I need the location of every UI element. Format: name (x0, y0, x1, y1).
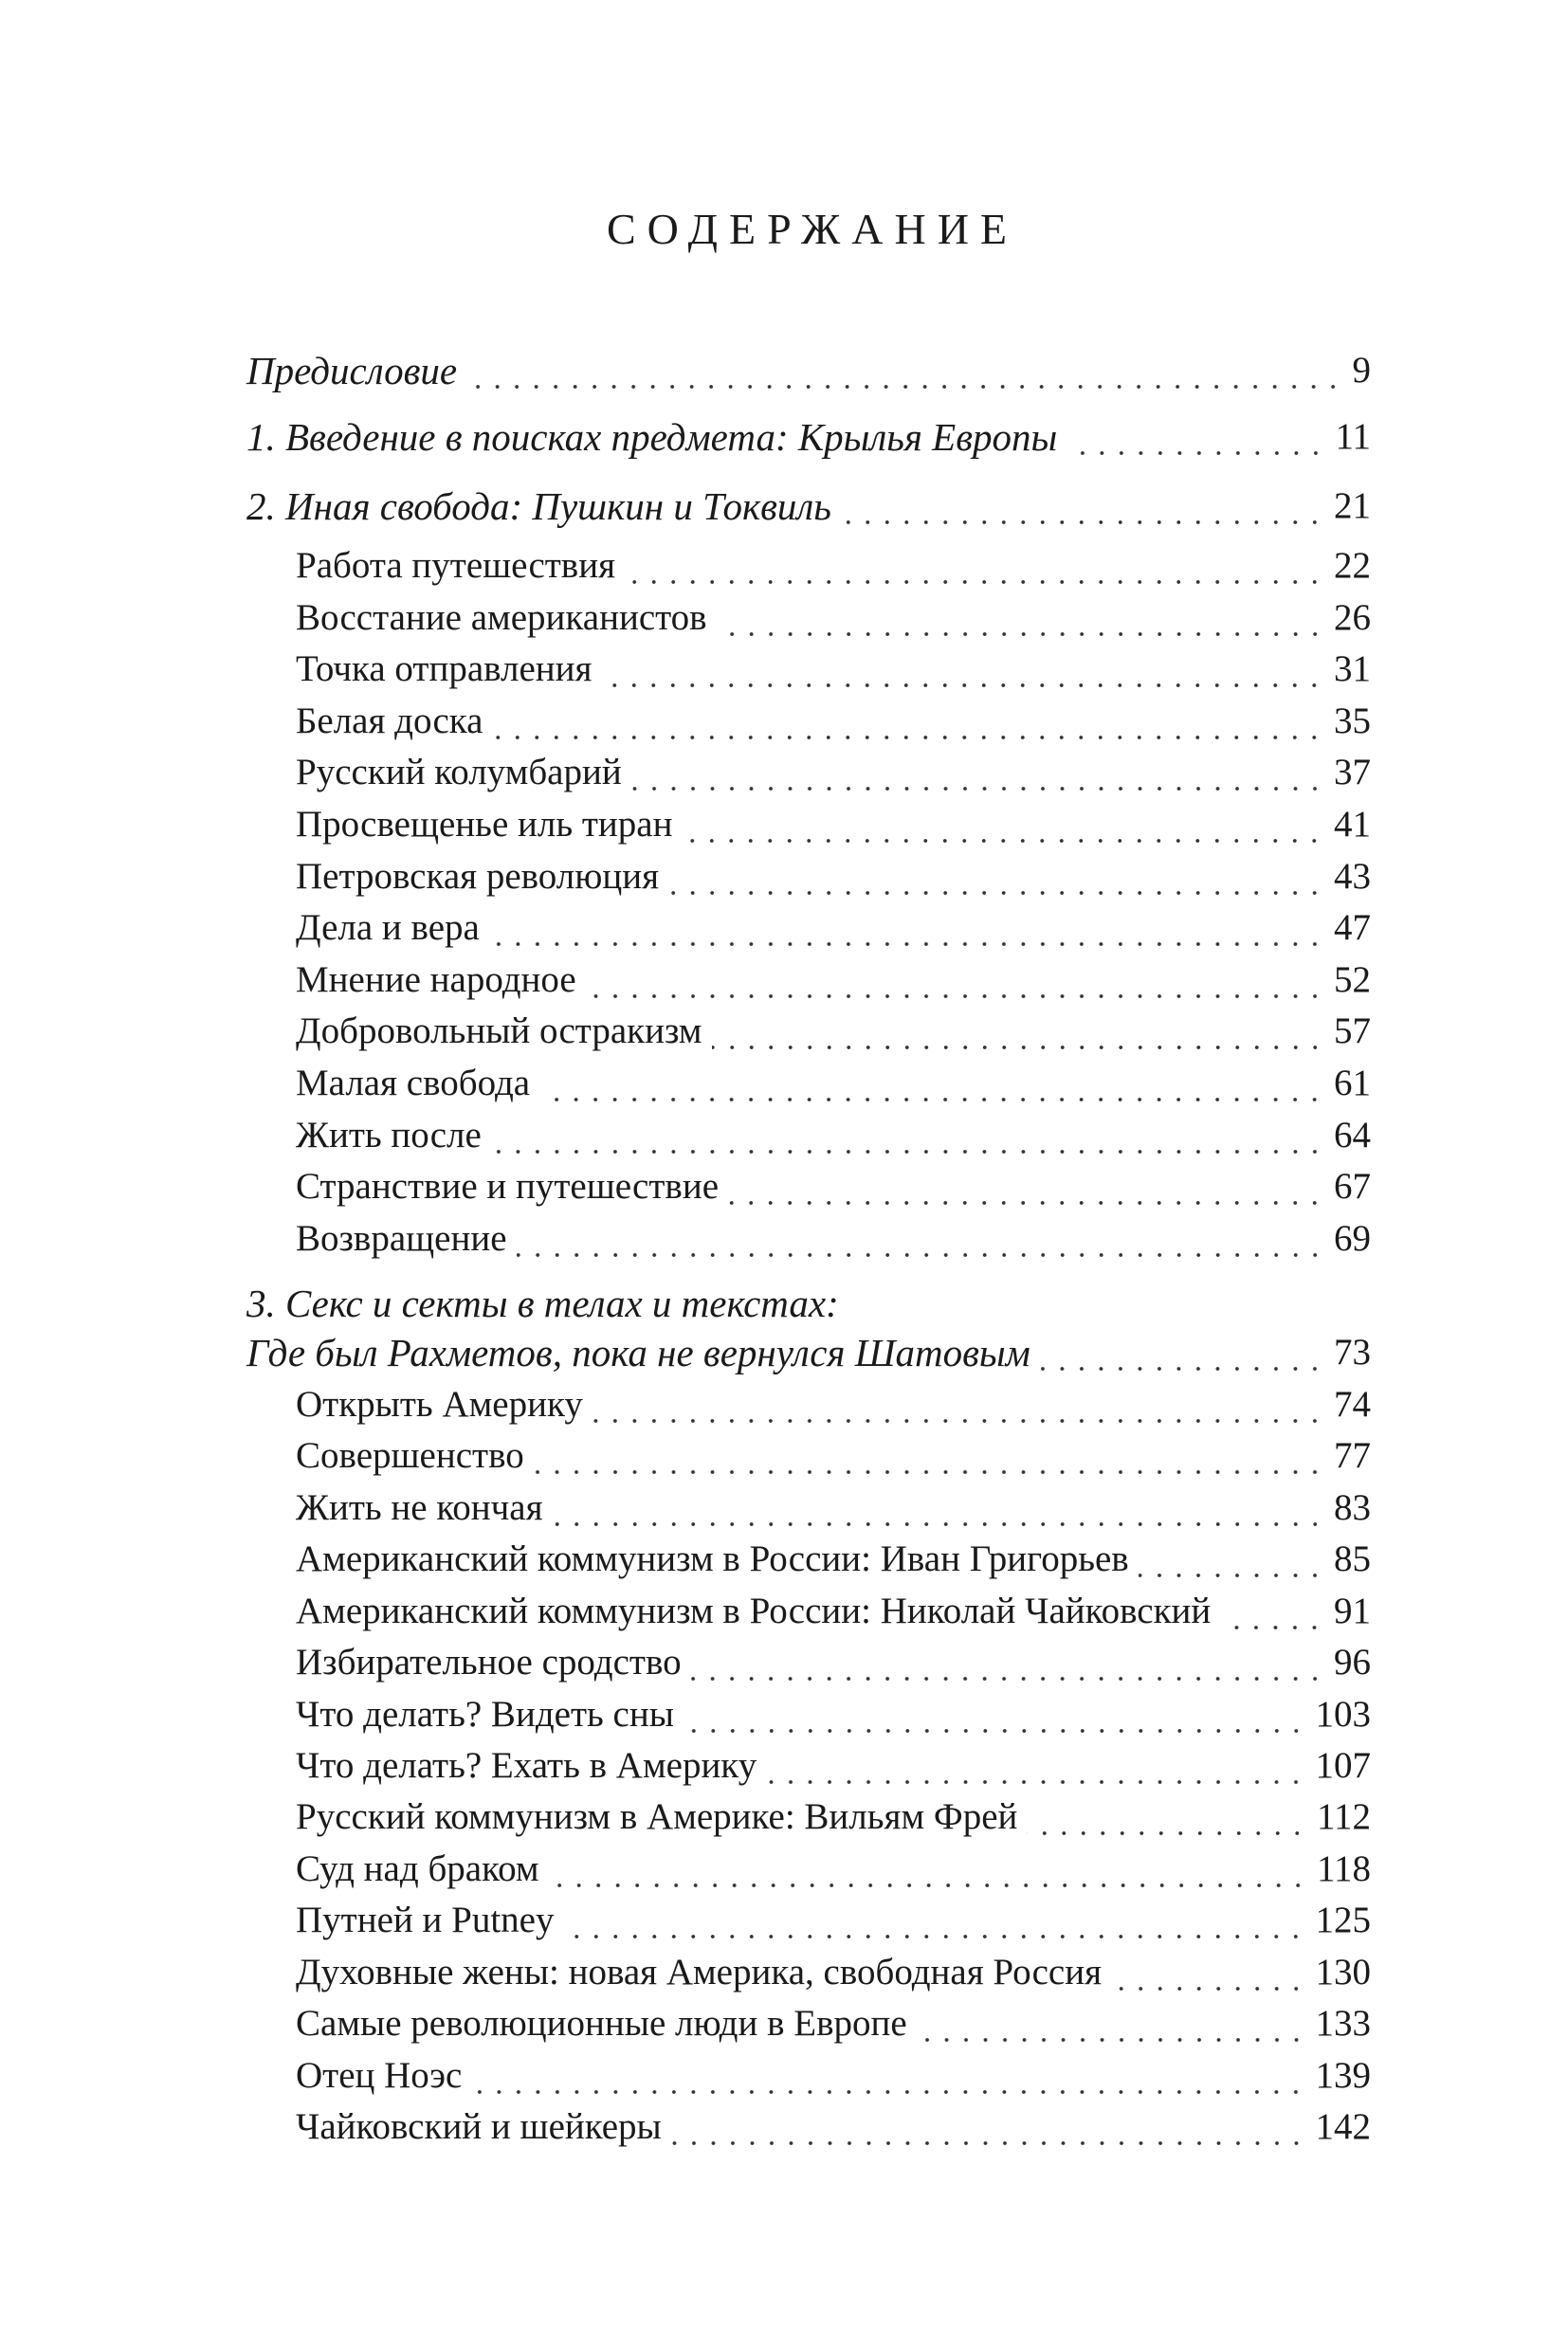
entry-title: Избирательное сродство (296, 1642, 682, 1683)
entry-title: Дела и вера (296, 907, 480, 949)
entry-page-number: 112 (1316, 1796, 1371, 1838)
entry-page-number: 83 (1334, 1486, 1371, 1528)
entry-title: Жить после (296, 1114, 482, 1155)
entry-title: Добровольный остракизм (296, 1010, 702, 1052)
entry-title: Мнение народное (296, 958, 576, 1000)
toc-section-entry[interactable] (296, 1057, 1371, 1110)
entry-title: Возвращение (296, 1217, 507, 1259)
entry-title: Духовные жены: новая Америка, свободная Россия (296, 1951, 1103, 1992)
entry-page-number: 130 (1315, 1951, 1371, 1992)
leader-dots (586, 954, 1324, 1007)
entry-title: Русский колумбарий (296, 752, 622, 793)
entry-title: Самые революционные люди в Европе (296, 2003, 907, 2045)
entry-page-number: 9 (1352, 350, 1371, 391)
toc-section-entry[interactable] (296, 2101, 1371, 2154)
toc-section-entry[interactable] (296, 1894, 1371, 1947)
leader-dots (1139, 1533, 1324, 1586)
entry-title: Жить не кончая (296, 1486, 543, 1528)
toc-section-entry[interactable] (296, 539, 1371, 592)
entry-title: Странствие и путешествие (296, 1166, 720, 1208)
entry-title: Петровская революция (296, 855, 660, 897)
toc-section-entry[interactable] (296, 2049, 1371, 2102)
entry-page-number: 91 (1334, 1590, 1371, 1631)
leader-dots (466, 344, 1342, 397)
leader-dots (553, 1482, 1324, 1535)
toc-section-entry[interactable] (296, 1160, 1371, 1213)
entry-page-number: 26 (1334, 596, 1371, 638)
entry-title: Просвещенье иль тиран (296, 804, 673, 845)
leader-dots (1111, 1946, 1305, 1999)
leader-dots (671, 2101, 1306, 2154)
toc-section-entry[interactable] (296, 591, 1371, 645)
entry-title: Американский коммунизм в России: Николай Чайковский (296, 1590, 1212, 1631)
leader-dots (682, 798, 1324, 851)
leader-dots (1040, 1326, 1324, 1379)
toc-section-entry[interactable] (296, 1429, 1371, 1483)
entry-title: Американский коммунизм в России: Иван Григорьев (296, 1538, 1129, 1580)
toc-chapter-entry[interactable] (246, 344, 1371, 397)
toc-chapter-entry[interactable] (246, 1326, 1371, 1379)
leader-dots (601, 643, 1324, 696)
page-title: СОДЕРЖАНИЕ (606, 205, 1019, 253)
entry-title: Русский коммунизм в Америке: Вильям Фрей (296, 1796, 1018, 1838)
entry-page-number: 118 (1316, 1847, 1371, 1889)
entry-title: 2. Иная свобода: Пушкин и Токвиль (246, 484, 831, 528)
entry-page-number: 64 (1334, 1114, 1371, 1155)
entry-page-number: 57 (1334, 1010, 1371, 1052)
entry-page-number: 22 (1334, 545, 1371, 586)
toc-section-entry[interactable] (296, 1688, 1371, 1741)
entry-title: Точка отправления (296, 648, 593, 690)
toc-section-entry[interactable] (296, 695, 1371, 748)
toc-section-entry[interactable] (296, 1533, 1371, 1586)
toc-section-entry[interactable] (296, 1946, 1371, 1999)
leader-dots (668, 850, 1324, 903)
toc-section-entry[interactable] (296, 798, 1371, 851)
entry-page-number: 52 (1334, 958, 1371, 1000)
leader-dots (717, 591, 1324, 645)
entry-title: 1. Введение в поисках предмета: Крылья Европы (246, 415, 1058, 459)
entry-title: Совершенство (296, 1435, 524, 1477)
entry-page-number: 96 (1334, 1642, 1371, 1683)
entry-page-number: 139 (1315, 2054, 1371, 2096)
entry-title: Что делать? Ехать в Америку (296, 1745, 757, 1786)
entry-page-number: 73 (1334, 1332, 1371, 1373)
leader-dots (1220, 1585, 1324, 1638)
toc-section-entry[interactable] (296, 901, 1371, 955)
toc-section-entry[interactable] (296, 1109, 1371, 1162)
entry-title: Восстание американистов (296, 596, 707, 638)
leader-dots (549, 1843, 1307, 1896)
leader-dots (1027, 1791, 1307, 1844)
toc-chapter-entry[interactable] (246, 410, 1371, 464)
entry-title: Белая доска (296, 700, 483, 741)
leader-dots (712, 1005, 1325, 1058)
entry-page-number: 37 (1334, 752, 1371, 793)
toc-section-entry[interactable] (296, 1843, 1371, 1896)
entry-page-number: 77 (1334, 1435, 1371, 1477)
entry-title: Где был Рахметов, пока не вернулся Шатовым (246, 1331, 1030, 1374)
entry-page-number: 69 (1334, 1217, 1371, 1259)
toc-chapter-title-line: 3. Секс и секты в телах и текстах: (246, 1282, 839, 1325)
toc-section-entry[interactable] (296, 746, 1371, 799)
entry-page-number: 21 (1334, 485, 1371, 526)
leader-dots (917, 1997, 1306, 2050)
leader-dots (492, 695, 1324, 748)
toc-section-entry[interactable] (296, 1791, 1371, 1844)
leader-dots (489, 901, 1324, 955)
toc-section-entry[interactable] (296, 1005, 1371, 1058)
leader-dots (471, 2049, 1305, 2102)
toc-section-entry[interactable] (296, 954, 1371, 1007)
entry-page-number: 31 (1334, 648, 1371, 690)
leader-dots (625, 539, 1324, 592)
entry-page-number: 67 (1334, 1166, 1371, 1208)
entry-page-number: 61 (1334, 1063, 1371, 1103)
leader-dots (1067, 410, 1325, 464)
entry-title: Малая свобода (296, 1063, 531, 1103)
entry-title: Путней и Putney (296, 1900, 555, 1941)
toc-section-entry[interactable] (296, 1585, 1371, 1638)
leader-dots (631, 746, 1324, 799)
entry-page-number: 43 (1334, 855, 1371, 897)
entry-page-number: 47 (1334, 907, 1371, 949)
entry-page-number: 103 (1315, 1693, 1371, 1735)
entry-page-number: 41 (1334, 804, 1371, 845)
leader-dots (841, 480, 1324, 533)
entry-page-number: 85 (1334, 1538, 1371, 1580)
toc-section-entry[interactable] (296, 1378, 1371, 1431)
entry-page-number: 35 (1334, 700, 1371, 741)
entry-title: Открыть Америку (296, 1384, 583, 1425)
entry-title: Чайковский и шейкеры (296, 2106, 662, 2148)
entry-page-number: 74 (1334, 1384, 1371, 1425)
entry-page-number: 11 (1335, 416, 1371, 457)
toc-section-entry[interactable] (296, 850, 1371, 903)
leader-dots (593, 1378, 1324, 1431)
toc-section-entry[interactable] (296, 1482, 1371, 1535)
entry-title: Работа путешествия (296, 545, 616, 586)
leader-dots (491, 1109, 1324, 1162)
entry-page-number: 133 (1315, 2003, 1371, 2045)
leader-dots (539, 1057, 1324, 1110)
entry-title: Отец Ноэс (296, 2054, 463, 2096)
leader-dots (691, 1636, 1324, 1689)
leader-dots (684, 1688, 1306, 1741)
entry-page-number: 125 (1315, 1900, 1371, 1941)
toc-section-entry[interactable] (296, 1997, 1371, 2050)
leader-dots (534, 1429, 1324, 1483)
entry-title: Суд над браком (296, 1847, 539, 1889)
leader-dots (517, 1212, 1324, 1265)
entry-title: Предисловие (246, 349, 458, 392)
entry-page-number: 107 (1315, 1745, 1371, 1786)
leader-dots (563, 1894, 1305, 1947)
entry-title: Что делать? Видеть сны (296, 1693, 674, 1735)
toc-section-entry[interactable] (296, 1212, 1371, 1265)
entry-page-number: 142 (1315, 2106, 1371, 2148)
toc-section-entry[interactable] (296, 1636, 1371, 1689)
toc-chapter-entry[interactable] (246, 480, 1371, 533)
toc-section-entry[interactable] (296, 643, 1371, 696)
leader-dots (728, 1160, 1324, 1213)
toc-section-entry[interactable] (296, 1739, 1371, 1792)
leader-dots (766, 1739, 1305, 1792)
